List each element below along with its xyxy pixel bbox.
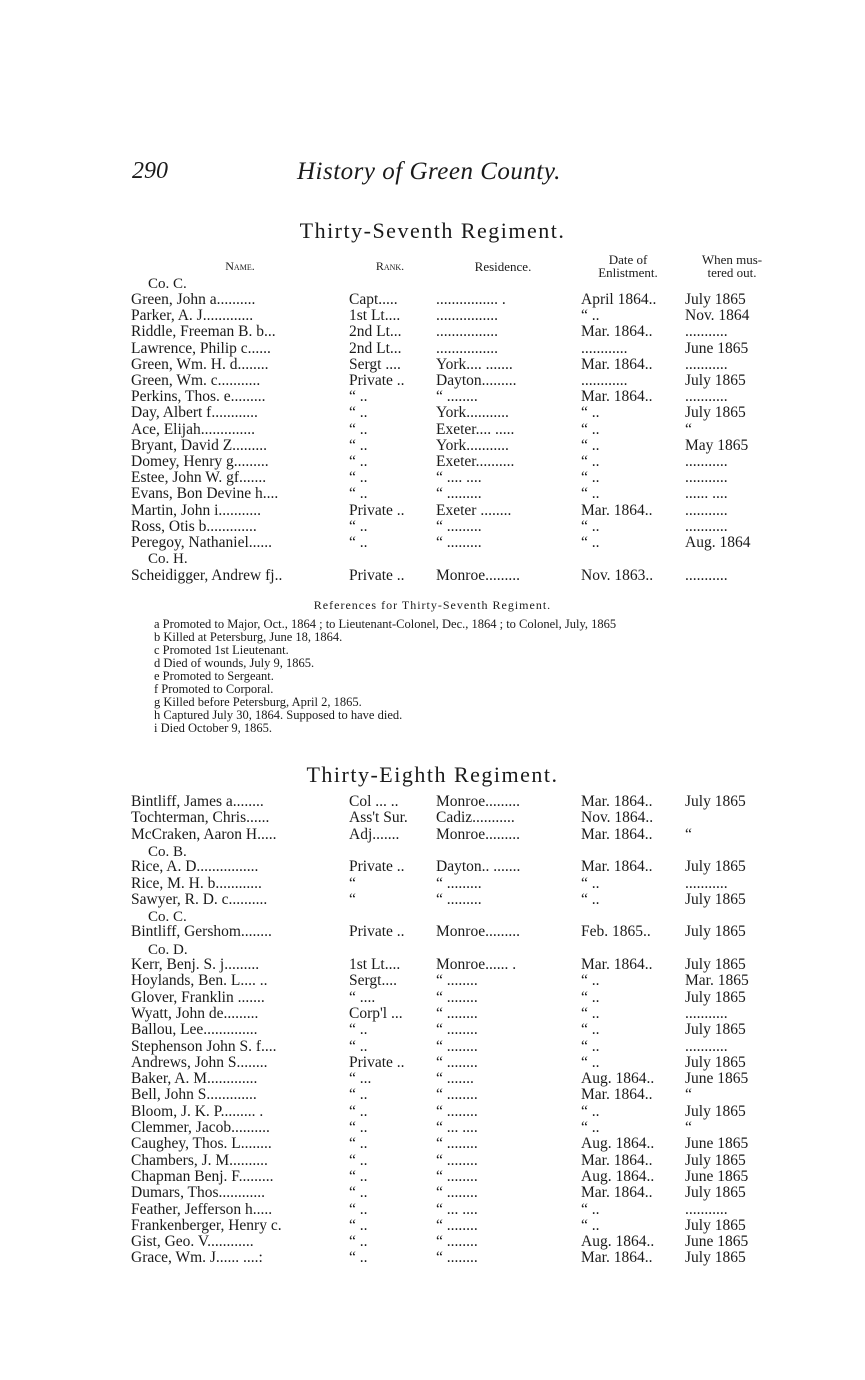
residence-cell: “ ........ <box>436 1151 478 1169</box>
residence-cell: York........... <box>436 436 509 454</box>
residence-cell: “ ... .... <box>436 1119 478 1136</box>
mustered-out-cell: June 1865 <box>685 1135 749 1153</box>
residence-cell: “ ........ <box>436 1135 478 1153</box>
enlistment-date-cell: “ .. <box>581 1037 600 1055</box>
table-row <box>131 373 781 389</box>
table-row <box>131 1185 781 1201</box>
residence-cell: “ .... .... <box>436 469 482 487</box>
rank-cell: Sergt .... <box>349 355 401 373</box>
residence-cell: “ ......... <box>436 534 482 551</box>
mustered-out-cell: ........... <box>685 1200 728 1218</box>
rank-cell: “ .. <box>349 1119 368 1136</box>
mustered-out-cell: July 1865 <box>685 956 746 973</box>
rank-cell: Corp'l ... <box>349 1004 403 1022</box>
mustered-out-cell: ........... <box>685 453 728 470</box>
enlistment-date-cell: Mar. 1864.. <box>581 355 653 373</box>
soldier-name: Hoylands, Ben. L.... .. <box>131 972 268 990</box>
soldier-name: Baker, A. M............. <box>131 1070 258 1088</box>
enlistment-date-cell: Nov. 1863.. <box>581 567 654 584</box>
table-row <box>131 1153 781 1169</box>
rank-cell: “ .. <box>349 469 368 487</box>
rank-cell: “ .. <box>349 1151 368 1169</box>
enlistment-date-cell: “ .. <box>581 1216 600 1234</box>
soldier-name: Perkins, Thos. e......... <box>131 388 266 406</box>
residence-cell: “ ........ <box>436 1086 478 1104</box>
rank-cell: “ .. <box>349 1037 368 1055</box>
residence-cell: “ ........ <box>436 972 478 990</box>
residence-cell: “ ....... <box>436 1070 474 1088</box>
table-row <box>131 876 781 892</box>
mustered-out-cell: June 1865 <box>685 1233 749 1251</box>
enlistment-date-cell: Mar. 1864.. <box>581 388 653 406</box>
mustered-out-cell: ........... <box>685 501 728 519</box>
mustered-out-cell: ........... <box>685 1004 728 1022</box>
reference-note: c Promoted 1st Lieutenant. <box>154 643 289 657</box>
soldier-name: Domey, Henry g......... <box>131 453 269 470</box>
enlistment-date-cell: Mar. 1864.. <box>581 956 653 973</box>
header-name: Name. <box>225 259 255 273</box>
rank-cell: “ <box>349 874 356 892</box>
rank-cell: Private .. <box>349 858 405 876</box>
residence-cell: Cadiz........... <box>436 809 515 827</box>
regiment-37-title: Thirty-Seventh Regiment. <box>299 218 566 243</box>
mustered-out-cell: ........... <box>685 567 728 584</box>
rank-cell: “ .. <box>349 453 368 470</box>
mustered-out-cell: ........... <box>685 355 728 373</box>
table-row <box>131 1202 781 1218</box>
enlistment-date-cell: Mar. 1864.. <box>581 323 653 341</box>
soldier-name: Martin, John i........... <box>131 501 262 519</box>
soldier-name: Kerr, Benj. S. j......... <box>131 956 260 973</box>
soldier-name: Ross, Otis b............. <box>131 517 257 535</box>
mustered-out-cell: ........... <box>685 874 728 892</box>
enlistment-date-cell: “ .. <box>581 453 600 470</box>
soldier-name: Riddle, Freeman B. b... <box>131 323 276 341</box>
enlistment-date-cell: “ .. <box>581 1004 600 1022</box>
rank-cell: “ .. <box>349 436 368 454</box>
header-out-line1: When mus- <box>701 252 763 267</box>
residence-cell: “ ........ <box>436 1216 478 1234</box>
table-row <box>131 535 781 551</box>
enlistment-date-cell: Mar. 1864.. <box>581 793 653 810</box>
soldier-name: Bell, John S............. <box>131 1086 257 1104</box>
residence-cell: “ ........ <box>436 1053 478 1071</box>
enlistment-date-cell: “ .. <box>581 1021 600 1039</box>
residence-cell: “ ........ <box>436 1184 478 1202</box>
residence-cell: ................ <box>436 307 498 325</box>
residence-cell: “ ... .... <box>436 1200 478 1218</box>
soldier-name: McCraken, Aaron H..... <box>131 825 277 843</box>
soldier-name: Ballou, Lee.............. <box>131 1021 258 1039</box>
residence-cell: “ ........ <box>436 1004 478 1022</box>
enlistment-date-cell: “ .. <box>581 436 600 454</box>
soldier-name: Sawyer, R. D. c.......... <box>131 890 268 908</box>
enlistment-date-cell: Aug. 1864.. <box>581 1135 655 1153</box>
mustered-out-cell: “ <box>685 1119 692 1136</box>
residence-cell: Monroe......... <box>436 567 520 584</box>
residence-cell: Monroe......... <box>436 825 520 843</box>
mustered-out-cell: ........... <box>685 1037 728 1055</box>
mustered-out-cell: ........... <box>685 323 728 341</box>
soldier-name: Grace, Wm. J...... ....: <box>131 1249 263 1267</box>
enlistment-date-cell: “ .. <box>581 1119 600 1136</box>
soldier-name: Bloom, J. K. P......... . <box>131 1102 264 1120</box>
table-row <box>131 973 781 989</box>
enlistment-date-cell: “ .. <box>581 890 600 908</box>
enlistment-date-cell: “ .. <box>581 534 600 551</box>
enlistment-date-cell: “ .. <box>581 972 600 990</box>
residence-cell: Exeter ........ <box>436 501 512 519</box>
mustered-out-cell: July 1865 <box>685 988 746 1006</box>
residence-cell: “ ........ <box>436 1102 478 1120</box>
rank-cell: “ .... <box>349 988 376 1006</box>
table-row <box>131 341 781 357</box>
mustered-out-cell: July 1865 <box>685 1184 746 1202</box>
mustered-out-cell: ........... <box>685 469 728 487</box>
mustered-out-cell: “ <box>685 1086 692 1104</box>
soldier-name: Glover, Franklin ....... <box>131 988 265 1006</box>
soldier-name: Rice, M. H. b............ <box>131 874 262 892</box>
rank-cell: “ .. <box>349 1233 368 1251</box>
mustered-out-cell: May 1865 <box>685 436 749 454</box>
rank-cell: “ <box>349 890 356 908</box>
rank-cell: 2nd Lt... <box>349 339 402 357</box>
rank-cell: “ .. <box>349 1021 368 1039</box>
rank-cell: “ .. <box>349 1200 368 1218</box>
soldier-name: Rice, A. D................ <box>131 858 259 876</box>
reference-note: b Killed at Petersburg, June 18, 1864. <box>154 630 343 644</box>
residence-cell: York........... <box>436 404 509 422</box>
rank-cell: “ ... <box>349 1070 372 1088</box>
table-row <box>131 924 781 940</box>
header-mustered-out <box>684 253 780 279</box>
mustered-out-cell: “ <box>685 825 692 843</box>
company-label: Co. C. <box>148 909 187 926</box>
residence-cell: Monroe...... . <box>436 956 517 973</box>
soldier-name: Andrews, John S........ <box>131 1053 268 1071</box>
mustered-out-cell: June 1865 <box>685 339 749 357</box>
table-row <box>131 568 781 584</box>
enlistment-date-cell: Aug. 1864.. <box>581 1070 655 1088</box>
rank-cell: 1st Lt.... <box>349 307 401 325</box>
table-row <box>131 827 781 843</box>
rank-cell: “ .. <box>349 517 368 535</box>
rank-cell: “ .. <box>349 404 368 422</box>
rank-cell: “ .. <box>349 1102 368 1120</box>
soldier-name: Dumars, Thos............ <box>131 1184 266 1202</box>
residence-cell: Exeter.... ..... <box>436 420 515 438</box>
residence-cell: “ ........ <box>436 1037 478 1055</box>
table-row <box>131 1006 781 1022</box>
mustered-out-cell: July 1865 <box>685 291 746 308</box>
rank-cell: “ .. <box>349 485 368 503</box>
table-row <box>131 892 781 908</box>
mustered-out-cell: June 1865 <box>685 1070 749 1088</box>
rank-cell: Col ... .. <box>349 793 399 810</box>
soldier-name: Chambers, J. M.......... <box>131 1151 268 1169</box>
table-row <box>131 357 781 373</box>
residence-cell: ................ . <box>436 291 506 308</box>
table-row <box>131 405 781 421</box>
soldier-name: Parker, A. J............. <box>131 307 254 325</box>
enlistment-date-cell: “ .. <box>581 1200 600 1218</box>
mustered-out-cell: July 1865 <box>685 1216 746 1234</box>
soldier-name: Feather, Jefferson h..... <box>131 1200 273 1218</box>
company-label: Co. H. <box>148 551 188 567</box>
rank-cell: Private .. <box>349 923 405 941</box>
soldier-name: Wyatt, John de......... <box>131 1004 259 1022</box>
residence-cell: ................ <box>436 323 498 341</box>
enlistment-date-cell: Nov. 1864.. <box>581 809 654 827</box>
reference-note: h Captured July 30, 1864. Supposed to have died. <box>154 708 403 722</box>
residence-cell: York.... ....... <box>436 355 513 373</box>
enlistment-date-cell: “ .. <box>581 307 600 325</box>
soldier-name: Bintliff, James a........ <box>131 793 264 810</box>
residence-cell: ................ <box>436 339 498 357</box>
table-row <box>131 1234 781 1250</box>
enlistment-date-cell: Mar. 1864.. <box>581 825 653 843</box>
enlistment-date-cell: “ .. <box>581 988 600 1006</box>
header-rank: Rank. <box>375 259 405 273</box>
rank-cell: “ .. <box>349 420 368 438</box>
residence-cell: Dayton.. ....... <box>436 858 521 876</box>
enlistment-date-cell: Mar. 1864.. <box>581 1086 653 1104</box>
mustered-out-cell: July 1865 <box>685 404 746 422</box>
mustered-out-cell: July 1865 <box>685 923 746 941</box>
mustered-out-cell: July 1865 <box>685 1053 746 1071</box>
rank-cell: “ .. <box>349 1216 368 1234</box>
rank-cell: Sergt.... <box>349 972 397 990</box>
residence-cell: “ ........ <box>436 1167 478 1185</box>
mustered-out-cell: Aug. 1864 <box>685 534 751 551</box>
rank-cell: “ .. <box>349 1249 368 1267</box>
soldier-name: Estee, John W. gf....... <box>131 469 267 487</box>
table-row <box>131 810 781 826</box>
company-label: Co. B. <box>148 843 187 860</box>
table-row <box>131 1250 781 1266</box>
residence-cell: Exeter.......... <box>436 453 515 470</box>
soldier-name: Peregoy, Nathaniel...... <box>131 534 273 551</box>
residence-cell: “ ........ <box>436 388 478 406</box>
table-row <box>131 438 781 454</box>
reference-note: f Promoted to Corporal. <box>154 682 274 696</box>
residence-cell: “ ........ <box>436 1233 478 1251</box>
enlistment-date-cell: ............ <box>581 339 628 357</box>
soldier-name: Clemmer, Jacob.......... <box>131 1119 270 1136</box>
company-label: Co. C. <box>148 276 187 292</box>
enlistment-date-cell: Mar. 1864.. <box>581 1184 653 1202</box>
soldier-name: Day, Albert f............ <box>131 404 258 422</box>
soldier-name: Tochterman, Chris...... <box>131 809 270 827</box>
enlistment-date-cell: “ .. <box>581 1053 600 1071</box>
mustered-out-cell: July 1865 <box>685 793 746 810</box>
residence-cell: Monroe......... <box>436 923 520 941</box>
table-row <box>131 1136 781 1152</box>
residence-cell: “ ......... <box>436 874 482 892</box>
soldier-name: Green, Wm. H. d........ <box>131 355 269 373</box>
rank-cell: Private .. <box>349 372 405 389</box>
table-row <box>131 957 781 973</box>
mustered-out-cell: July 1865 <box>685 1102 746 1120</box>
enlistment-date-cell: “ .. <box>581 485 600 503</box>
header-date-line1: Date of <box>608 252 648 267</box>
table-row <box>131 503 781 519</box>
soldier-name: Evans, Bon Devine h.... <box>131 485 279 503</box>
rank-cell: 2nd Lt... <box>349 323 402 341</box>
header-residence: Residence. <box>474 259 532 274</box>
page-number: 290 <box>132 158 168 184</box>
rank-cell: Ass't Sur. <box>349 809 408 827</box>
rank-cell: Adj....... <box>349 825 400 843</box>
soldier-name: Ace, Elijah.............. <box>131 420 255 438</box>
table-row <box>131 990 781 1006</box>
table-row <box>131 1104 781 1120</box>
enlistment-date-cell: “ .. <box>581 404 600 422</box>
rank-cell: Private .. <box>349 567 405 584</box>
enlistment-date-cell: Aug. 1864.. <box>581 1233 655 1251</box>
enlistment-date-cell: April 1864.. <box>581 291 657 308</box>
soldier-name: Bintliff, Gershom........ <box>131 923 272 941</box>
mustered-out-cell: July 1865 <box>685 890 746 908</box>
rank-cell: Private .. <box>349 1053 405 1071</box>
reference-note: g Killed before Petersburg, April 2, 1865. <box>154 695 362 709</box>
soldier-name: Gist, Geo. V............ <box>131 1233 254 1251</box>
reference-note: a Promoted to Major, Oct., 1864 ; to Lieutenant-Colonel, Dec., 1864 ; to Colonel, July, 1865 <box>154 617 617 631</box>
header-out-line2: tered out. <box>707 265 757 280</box>
enlistment-date-cell: “ .. <box>581 420 600 438</box>
regiment-38-title: Thirty-Eighth Regiment. <box>306 762 559 787</box>
soldier-name: Bryant, David Z......... <box>131 436 268 454</box>
page-title: History of Green County. <box>297 158 561 185</box>
enlistment-date-cell: “ .. <box>581 469 600 487</box>
enlistment-date-cell: Mar. 1864.. <box>581 858 653 876</box>
table-row <box>131 1071 781 1087</box>
rank-cell: “ .. <box>349 1086 368 1104</box>
table-row <box>131 292 781 308</box>
mustered-out-cell: Mar. 1865 <box>685 972 749 990</box>
residence-cell: “ ........ <box>436 988 478 1006</box>
table-row <box>131 324 781 340</box>
table-row <box>131 859 781 875</box>
rank-cell: “ .. <box>349 388 368 406</box>
mustered-out-cell: ........... <box>685 388 728 406</box>
mustered-out-cell: July 1865 <box>685 858 746 876</box>
residence-cell: “ ........ <box>436 1021 478 1039</box>
rank-cell: 1st Lt.... <box>349 956 401 973</box>
soldier-name: Green, John a.......... <box>131 291 256 308</box>
residence-cell: Dayton......... <box>436 372 517 389</box>
mustered-out-cell: ........... <box>685 517 728 535</box>
residence-cell: Monroe......... <box>436 793 520 810</box>
enlistment-date-cell: Aug. 1864.. <box>581 1167 655 1185</box>
enlistment-date-cell: ............ <box>581 372 628 389</box>
enlistment-date-cell: “ .. <box>581 1102 600 1120</box>
enlistment-date-cell: “ .. <box>581 517 600 535</box>
header-date <box>578 253 678 279</box>
soldier-name: Chapman Benj. F......... <box>131 1167 274 1185</box>
table-row <box>131 422 781 438</box>
soldier-name: Stephenson John S. f.... <box>131 1037 277 1055</box>
reference-note: d Died of wounds, July 9, 1865. <box>154 656 315 670</box>
references-title: References for Thirty-Seventh Regiment. <box>313 598 552 612</box>
table-row <box>131 470 781 486</box>
table-row <box>131 1120 781 1136</box>
table-row <box>131 1039 781 1055</box>
table-row <box>131 1055 781 1071</box>
table-row <box>131 1022 781 1038</box>
table-row <box>131 454 781 470</box>
rank-cell: Private .. <box>349 501 405 519</box>
soldier-name: Scheidigger, Andrew fj.. <box>131 567 283 584</box>
residence-cell: “ ......... <box>436 890 482 908</box>
mustered-out-cell: July 1865 <box>685 1021 746 1039</box>
table-row <box>131 389 781 405</box>
mustered-out-cell: July 1865 <box>685 372 746 389</box>
mustered-out-cell: July 1865 <box>685 1249 746 1267</box>
table-row <box>131 794 781 810</box>
reference-note: e Promoted to Sergeant. <box>154 669 274 683</box>
rank-cell: Capt..... <box>349 291 398 308</box>
mustered-out-cell: ...... .... <box>685 485 728 503</box>
soldier-name: Green, Wm. c........... <box>131 372 261 389</box>
residence-cell: “ ........ <box>436 1249 478 1267</box>
rank-cell: “ .. <box>349 1184 368 1202</box>
enlistment-date-cell: Mar. 1864.. <box>581 501 653 519</box>
residence-cell: “ ......... <box>436 517 482 535</box>
residence-cell: “ ......... <box>436 485 482 503</box>
soldier-name: Lawrence, Philip c...... <box>131 339 271 357</box>
table-row <box>131 308 781 324</box>
table-row <box>131 519 781 535</box>
company-label: Co. D. <box>148 941 188 958</box>
rank-cell: “ .. <box>349 1135 368 1153</box>
table-row <box>131 1087 781 1103</box>
reference-note: i Died October 9, 1865. <box>154 721 273 735</box>
table-row <box>131 1218 781 1234</box>
enlistment-date-cell: Mar. 1864.. <box>581 1249 653 1267</box>
enlistment-date-cell: “ .. <box>581 874 600 892</box>
page-header <box>132 158 692 188</box>
rank-cell: “ .. <box>349 534 368 551</box>
mustered-out-cell: Nov. 1864 <box>685 307 750 325</box>
table-row <box>131 1169 781 1185</box>
soldier-name: Caughey, Thos. L........ <box>131 1135 272 1153</box>
mustered-out-cell: June 1865 <box>685 1167 749 1185</box>
mustered-out-cell: “ <box>685 420 692 438</box>
header-date-line2: Enlistment. <box>598 265 658 280</box>
rank-cell: “ .. <box>349 1167 368 1185</box>
table-row <box>131 486 781 502</box>
soldier-name: Frankenberger, Henry c. <box>131 1216 282 1234</box>
mustered-out-cell: July 1865 <box>685 1151 746 1169</box>
enlistment-date-cell: Feb. 1865.. <box>581 923 651 941</box>
enlistment-date-cell: Mar. 1864.. <box>581 1151 653 1169</box>
